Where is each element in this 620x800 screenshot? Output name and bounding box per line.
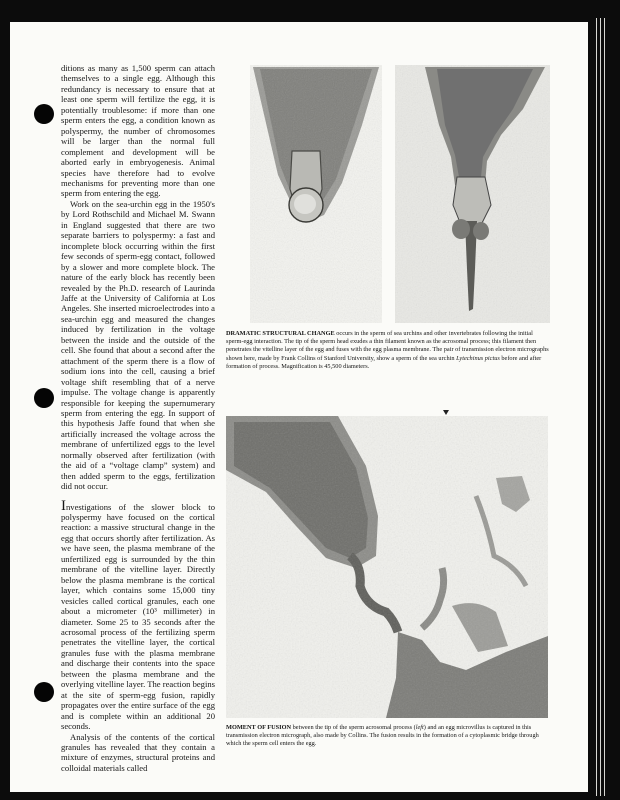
page-edge [604,18,605,796]
drop-cap: I [61,497,66,514]
micrograph-moment-of-fusion [226,416,548,718]
caption-text: between the tip of the sperm acrosomal process ( [291,724,416,731]
caption-lead: MOMENT OF FUSION [226,724,292,731]
article-column [61,63,215,773]
article-paragraph: Analysis of the contents of the cortical granules has revealed that they contain a mixture of enzymes, structural proteins and colloidal materials called [61,731,215,773]
caption-text: ) and an egg microvillus is captured in this transmission electron micrograph, also made by Collins. The fusion results in the formation of a cytoplasmic bridge through which the sperm cell enters the egg. [226,724,539,748]
caption-text: occurs in the sperm of sea urchins and other invertebrates following the initial sperm-egg interaction. The tip of the sperm head exudes a thin filament known as the acrosomal process; this filament then penetrates the vitelline layer of the egg and fuses with the egg plasma membrane. The pair of transmission electron micrographs shown here, made by Frank Collins of Stanford University, show a sperm of the sea urchin [226,330,549,362]
alignment-mark [443,410,449,415]
article-paragraph-text: nvestigations of the slower block to polyspermy have focused on the cortical reaction: a massive structural change in the egg that occurs shortly after fertilization. As we have seen, the plasma membrane of the unfertilized egg is surrounded by the thin membrane of the vitelline layer. Directly below the plasma membrane is the cortical layer, which contains some 15,000 tiny vesicles called cortical granules, each one about a micrometer (10³ millimeter) in diameter. Some 25 to 35 seconds after the acrosomal process of the fertilizing sperm penetrates the vitelline layer, the cortical granules fuse with the plasma membrane and discharge their contents into the space between the plasma membrane and the overlying vitelline layer. The reaction begins at the site of sperm-egg fusion, rapidly propagates over the entire surface of the egg and is complete within an additional 20 seconds. [61,501,216,732]
caption-italic: left [415,724,424,731]
micrograph-sperm-after [395,65,550,323]
punch-hole [34,682,54,702]
page-edge [600,18,601,796]
punch-hole [34,388,54,408]
caption-italic: Lytechinus pictus [456,354,500,362]
micrograph-sperm-before [250,65,382,323]
article-paragraph: ditions as many as 1,500 sperm can attach themselves to a single egg. Although this redundancy is necessary to ensure that at least one sperm will fertilize the egg, it is potentially troublesome: if more than one sperm enters the egg, a condition known as polyspermy, the number of chromosomes will be larger than the normal full complement and development will be aborted early in embryogenesis. Animal species have therefore had to evolve mechanisms for preventing more than one sperm from entering the egg. [61,63,215,199]
punch-hole [34,104,54,124]
caption-lead: DRAMATIC STRUCTURAL CHANGE [226,330,335,337]
caption-structural-change [226,330,550,371]
article-paragraph [61,497,216,732]
caption-text: before and after formation of process. Magnification is 45,500 diameters. [226,354,542,370]
page-edge [596,18,597,796]
article-paragraph: Work on the sea-urchin egg in the 1950's by Lord Rothschild and Michael M. Swann in England suggested that there are two separate barriers to polyspermy: a fast and incomplete block occurring within the first few seconds of sperm-egg contact, followed by a slower and more complete block. The nature of the early block has recently been revealed by the Ph.D. research of Laurinda Jaffe at the University of California at Los Angeles. She inserted microelectrodes into a sea-urchin egg and measured the changes induced by fertilization in the voltage between the inside and the outside of the cell. She found that about a second after the attachment of the sperm there is a flow of sodium ions into the cell, causing a brief voltage shift resembling that of a nerve impulse. The voltage change is apparently responsible for keeping the supernumerary sperm from entering the egg. In support of this hypothesis Jaffe found that when she artificially increased the voltage across the membrane of unfertilized eggs to the level normally observed after fertilization (with the aid of a “voltage clamp” system) and then added sperm to the eggs, fertilization did not occur. [61,198,215,492]
caption-moment-of-fusion [226,724,550,749]
